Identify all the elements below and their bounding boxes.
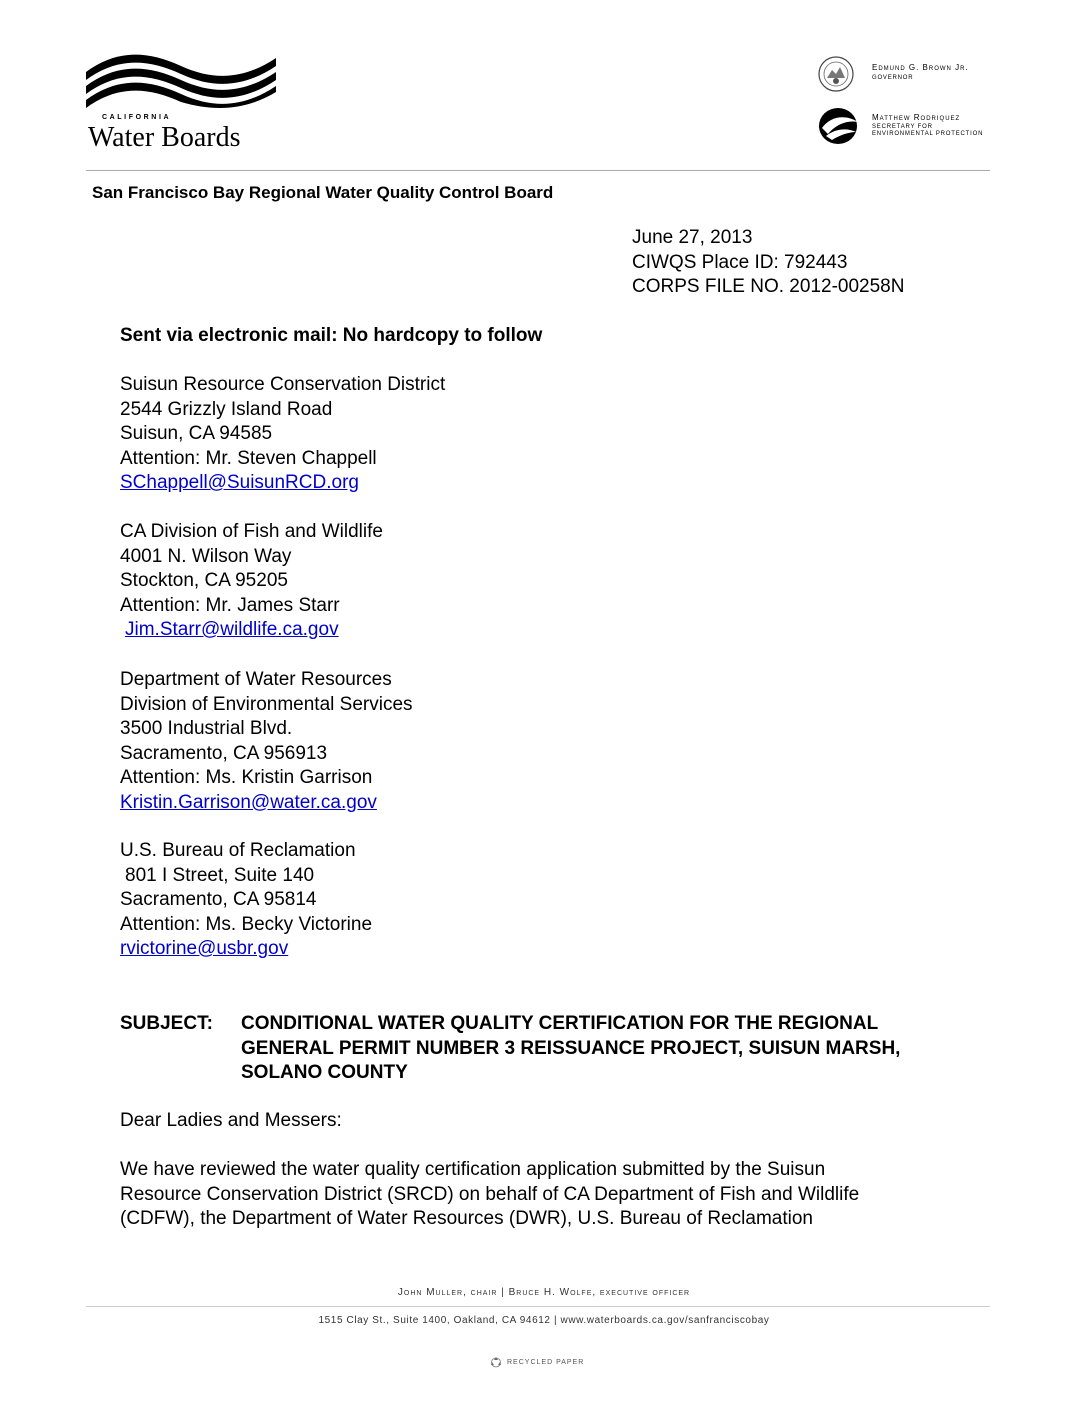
recipient-city: Stockton, CA 95205: [120, 570, 288, 591]
recipient-org: U.S. Bureau of Reclamation: [120, 840, 356, 861]
recipient-block: [120, 520, 383, 643]
secretary-name: Matthew Rodriquez: [872, 113, 961, 122]
logo-name-text: Water Boards: [88, 122, 241, 153]
footer-divider: [86, 1306, 990, 1307]
salutation: Dear Ladies and Messers:: [120, 1110, 342, 1131]
recipient-city: Sacramento, CA 95814: [120, 889, 317, 910]
corps-file-number: CORPS FILE NO. 2012-00258N: [632, 276, 905, 297]
recipient-attention: Attention: Mr. Steven Chappell: [120, 447, 377, 469]
governor-name: Edmund G. Brown Jr.: [872, 63, 969, 72]
recipient-city: Sacramento, CA 956913: [120, 742, 328, 764]
subject-line: CONDITIONAL WATER QUALITY CERTIFICATION FOR THE REGIONAL: [241, 1013, 879, 1034]
place-id: CIWQS Place ID: 792443: [632, 251, 848, 273]
recipient-block: [120, 668, 413, 815]
recipient-email-link[interactable]: Kristin.Garrison@water.ca.gov: [120, 791, 377, 813]
paragraph-line: We have reviewed the water quality certification application submitted by the Suisun: [120, 1159, 826, 1180]
recipient-email-link[interactable]: SChappell@SuisunRCD.org: [120, 472, 359, 493]
state-seal-icon: [818, 56, 854, 92]
recipient-email-link[interactable]: Jim.Starr@wildlife.ca.gov: [125, 619, 339, 640]
delivery-note: Sent via electronic mail: No hardcopy to follow: [120, 325, 543, 346]
recipient-attention: Attention: Ms. Becky Victorine: [120, 913, 373, 935]
subject-line: GENERAL PERMIT NUMBER 3 REISSUANCE PROJECT, SUISUN MARSH,: [241, 1037, 901, 1059]
recipient-org: Suisun Resource Conservation District: [120, 374, 446, 395]
recipient-city: Suisun, CA 94585: [120, 423, 273, 444]
recycle-icon: [490, 1356, 502, 1368]
recipient-attention: Attention: Ms. Kristin Garrison: [120, 767, 373, 788]
secretary-role-line2: ENVIRONMENTAL PROTECTION: [872, 131, 984, 137]
recycled-paper-mark: [490, 1356, 584, 1368]
footer-officers: John Muller, chair | Bruce H. Wolfe, executive officer: [397, 1287, 691, 1298]
recipient-street: 801 I Street, Suite 140: [125, 864, 315, 886]
date-block: [632, 226, 904, 300]
recycled-paper-text: RECYCLED PAPER: [507, 1358, 585, 1366]
logo-state-text: CALIFORNIA: [102, 114, 172, 121]
recipient-attention: Attention: Mr. James Starr: [120, 594, 340, 616]
letterhead-divider: [86, 170, 990, 171]
governor-role: GOVERNOR: [872, 75, 914, 81]
recipient-org: CA Division of Fish and Wildlife: [120, 521, 383, 542]
secretary-role-line1: SECRETARY FOR: [872, 124, 933, 130]
water-boards-waves-logo: [86, 48, 276, 110]
calepa-logo-icon: [818, 106, 862, 146]
footer-address: 1515 Clay St., Suite 1400, Oakland, CA 94612 | www.waterboards.ca.gov/sanfranciscobay: [318, 1315, 770, 1326]
board-name: San Francisco Bay Regional Water Quality Control Board: [92, 183, 554, 202]
recipient-street: 4001 N. Wilson Way: [120, 545, 292, 567]
recipient-org: Department of Water Resources: [120, 669, 392, 690]
recipient-street: 3500 Industrial Blvd.: [120, 718, 293, 739]
paragraph-line: Resource Conservation District (SRCD) on behalf of CA Department of Fish and Wildlife: [120, 1183, 860, 1205]
recipient-block: [120, 373, 445, 496]
recipient-block: [120, 839, 372, 962]
recipient-email-link[interactable]: rvictorine@usbr.gov: [120, 938, 289, 959]
letter-date: June 27, 2013: [632, 227, 753, 248]
subject-line: SOLANO COUNTY: [241, 1062, 408, 1083]
paragraph-line: (CDFW), the Department of Water Resources (DWR), U.S. Bureau of Reclamation: [120, 1208, 813, 1229]
recipient-street: 2544 Grizzly Island Road: [120, 398, 333, 420]
subject-label: SUBJECT:: [120, 1013, 213, 1034]
body-paragraph: [120, 1158, 980, 1232]
recipient-division: Division of Environmental Services: [120, 693, 413, 715]
